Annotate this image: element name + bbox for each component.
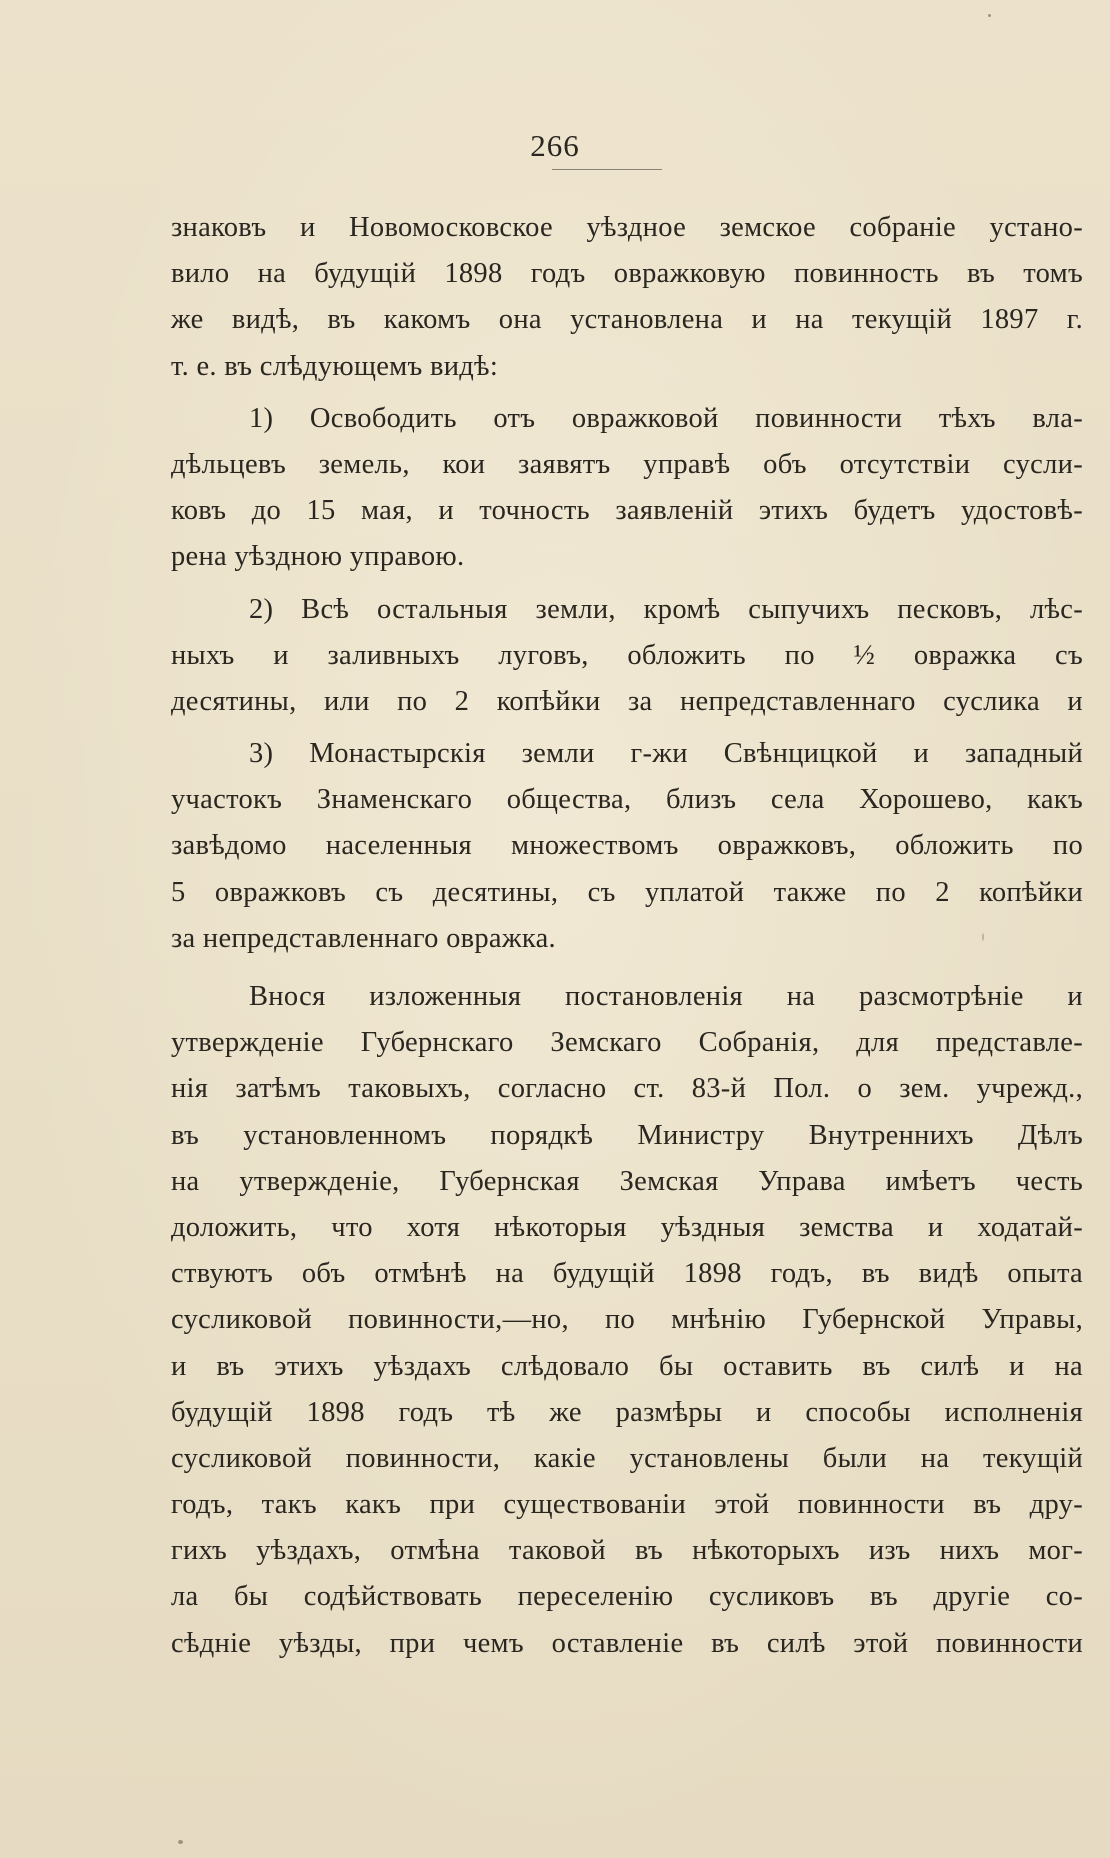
text-line: участокъ Знаменскаго общества, близъ села Хорошево, какъ bbox=[171, 784, 1083, 816]
text-line: рена уѣздною управою. bbox=[171, 541, 465, 573]
paragraph bbox=[171, 396, 1083, 581]
text-line: за непредставленнаго овражка. bbox=[171, 922, 556, 954]
text-line: Внося изложенныя постановленія на разсмотрѣніе и bbox=[249, 981, 1083, 1012]
text-line: дѣльцевъ земель, кои заявятъ управѣ объ отсутствіи сусли- bbox=[171, 448, 1083, 480]
paper-speck bbox=[178, 1840, 183, 1844]
paper-speck bbox=[988, 14, 991, 17]
text-line: 3) Монастырскія земли г-жи Свѣнцицкой и западный bbox=[249, 738, 1083, 770]
paper-speck bbox=[982, 933, 984, 941]
text-line: сусликовой повинности,—но, по мнѣнію Губернской Управы, bbox=[171, 1304, 1083, 1336]
text-line: будущій 1898 годъ тѣ же размѣры и способы исполненія bbox=[171, 1396, 1083, 1428]
paragraph bbox=[171, 974, 1083, 1667]
text-line: утвержденіе Губернскаго Земскаго Собранія, для представле- bbox=[171, 1027, 1083, 1059]
text-line: 2) Всѣ остальныя земли, кромѣ сыпучихъ песковъ, лѣс- bbox=[249, 593, 1083, 625]
text-line: сѣдніе уѣзды, при чемъ оставленіе въ силѣ этой повинности bbox=[171, 1627, 1083, 1659]
text-line: т. е. въ слѣдующемъ видѣ: bbox=[171, 350, 499, 382]
text-line: знаковъ и Новомосковское уѣздное земское собраніе устано- bbox=[171, 212, 1083, 243]
paragraph bbox=[171, 587, 1083, 726]
text-line: 5 овражковъ съ десятины, съ уплатой также по 2 копѣйки bbox=[171, 876, 1083, 908]
text-line: 1) Освободить отъ овражковой повинности тѣхъ вла- bbox=[249, 402, 1083, 434]
text-line: въ установленномъ порядкѣ Министру Внутреннихъ Дѣлъ bbox=[171, 1119, 1083, 1151]
page-number-rule bbox=[552, 169, 662, 170]
text-line: сусликовой повинности, какіе установлены были на текущій bbox=[171, 1442, 1083, 1474]
text-line: ла бы содѣйствовать переселенію сусликовъ въ другіе со- bbox=[171, 1581, 1083, 1613]
text-line: вило на будущій 1898 годъ овражковую повинность въ томъ bbox=[171, 258, 1083, 290]
page-number: 266 bbox=[530, 128, 580, 163]
text-line: ствуютъ объ отмѣнѣ на будущій 1898 годъ, въ видѣ опыта bbox=[171, 1258, 1083, 1290]
text-line: и въ этихъ уѣздахъ слѣдовало бы оставить въ силѣ и на bbox=[171, 1350, 1083, 1382]
text-line: же видѣ, въ какомъ она установлена и на текущій 1897 г. bbox=[171, 304, 1083, 336]
text-line: на утвержденіе, Губернская Земская Управа имѣетъ честь bbox=[171, 1165, 1083, 1197]
text-line: нія затѣмъ таковыхъ, согласно ст. 83-й Пол. о зем. учрежд., bbox=[171, 1073, 1083, 1105]
text-line: ныхъ и заливныхъ луговъ, обложить по ½ овражка съ bbox=[171, 639, 1083, 671]
text-line: десятины, или по 2 копѣйки за непредставленнаго суслика и bbox=[171, 685, 1083, 717]
text-line: доложить, что хотя нѣкоторыя уѣздныя земства и ходатай- bbox=[171, 1211, 1083, 1243]
text-line: завѣдомо населенныя множествомъ овражковъ, обложить по bbox=[171, 830, 1083, 862]
text-line: гихъ уѣздахъ, отмѣна таковой въ нѣкоторыхъ изъ нихъ мог- bbox=[171, 1535, 1083, 1567]
text-line: ковъ до 15 мая, и точность заявленій этихъ будетъ удостовѣ- bbox=[171, 495, 1083, 527]
body-text bbox=[171, 205, 1083, 1667]
text-line: годъ, такъ какъ при существованіи этой повинности въ дру- bbox=[171, 1489, 1083, 1521]
paragraph bbox=[171, 731, 1083, 962]
paragraph bbox=[171, 205, 1083, 390]
